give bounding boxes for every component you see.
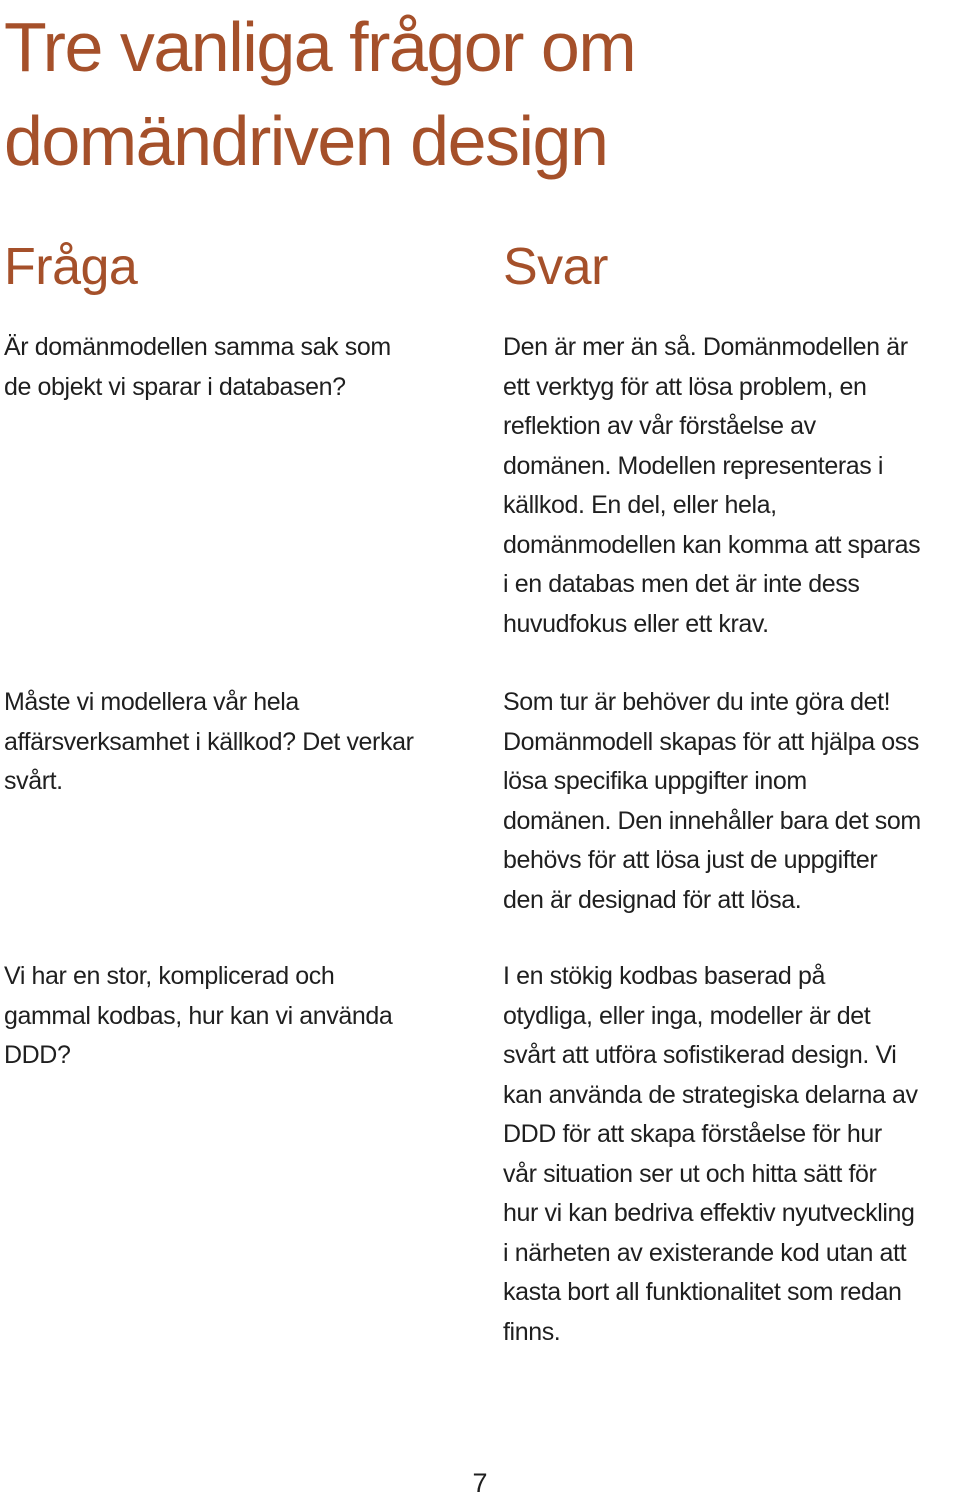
page-number: 7 (472, 1468, 488, 1498)
question-2: Måste vi modellera vår hela affärsverksamhet i källkod? Det verkar svårt. (4, 688, 414, 795)
answer-2: Som tur är behöver du inte göra det! Domänmodell skapas för att hjälpa oss lösa specifika uppgifter inom domänen. Den innehåller bara det som behövs för att lösa just de uppgifter den är designad för att lösa. (503, 688, 921, 914)
page-title: Tre vanliga frågor om domändriven design (4, 8, 636, 180)
question-1: Är domänmodellen samma sak som de objekt vi sparar i databasen? (4, 333, 391, 401)
answer-3: I en stökig kodbas baserad på otydliga, eller inga, modeller är det svårt att utföra sofistikerad design. Vi kan använda de strategiska delarna av DDD för att skapa förståelse för hur vår situation ser ut och hitta sätt för hur vi kan bedriva effektiv nyutveckling i närheten av existerande kod utan att kasta bort all funktionalitet som redan finns. (503, 962, 918, 1346)
answer-1: Den är mer än så. Domänmodellen är ett verktyg för att lösa problem, en reflektion av vår förståelse av domänen. Modellen representeras i källkod. En del, eller hela, domänmodellen kan komma att sparas i en databas men det är inte dess huvudfokus eller ett krav. (503, 333, 921, 638)
answer-column-heading: Svar (503, 238, 608, 296)
question-column-heading: Fråga (4, 238, 138, 296)
question-3: Vi har en stor, komplicerad och gammal kodbas, hur kan vi använda DDD? (4, 962, 393, 1069)
